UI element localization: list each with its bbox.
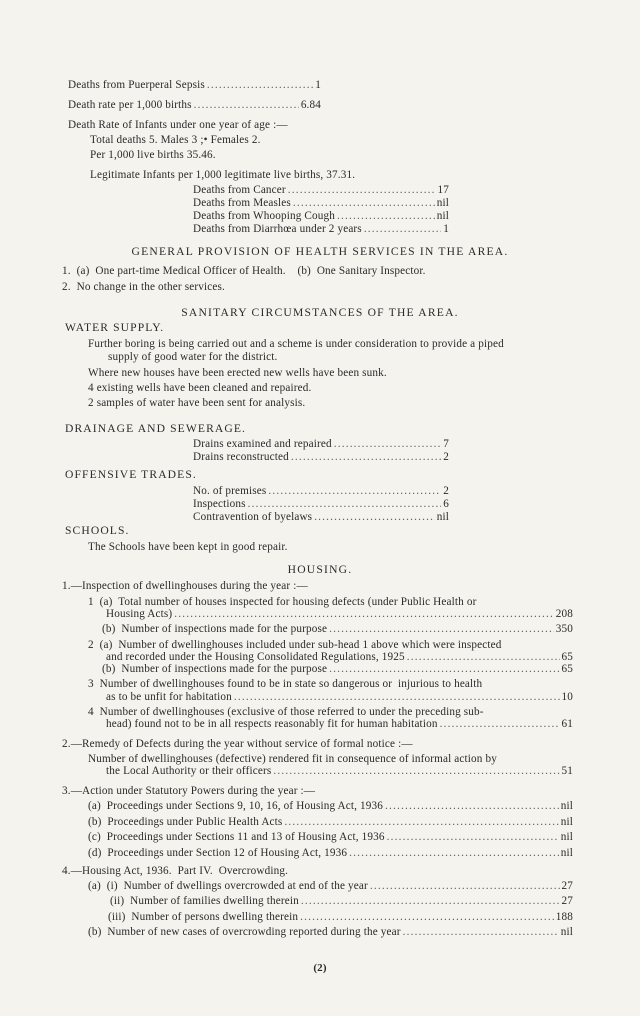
housing-s3-row bbox=[88, 830, 573, 844]
housing-2a-line: 2 (a) Number of dwellinghouses included under sub-head 1 above which were inspected bbox=[88, 639, 502, 651]
general-item-2: 2. No change in the other services. bbox=[62, 281, 225, 293]
row-label: head) found not to be in all respects reasonably fit for human habitation bbox=[106, 718, 438, 730]
row-value: nil bbox=[560, 800, 573, 812]
general-provision-heading: GENERAL PROVISION OF HEALTH SERVICES IN THE AREA. bbox=[131, 245, 509, 258]
legitimate-infants-text: Legitimate Infants per 1,000 legitimate live births, 37.31. bbox=[90, 169, 356, 181]
row-value: 65 bbox=[561, 651, 573, 663]
housing-1b-row bbox=[102, 622, 573, 636]
row-value: 65 bbox=[561, 663, 573, 675]
row-label: Deaths from Whooping Cough bbox=[193, 210, 335, 222]
row-value: 188 bbox=[555, 911, 573, 923]
row-label: Housing Acts) bbox=[106, 608, 173, 620]
row-label: the Local Authority or their officers bbox=[106, 765, 272, 777]
puerperal-sepsis-row bbox=[68, 78, 321, 92]
housing-s4-row bbox=[110, 894, 573, 908]
row-label: Contravention of byelaws bbox=[193, 511, 313, 523]
housing-s3-row bbox=[88, 799, 573, 813]
cause-row-diarrhoea bbox=[193, 222, 449, 236]
row-value: 350 bbox=[555, 623, 573, 635]
row-value: 7 bbox=[443, 438, 449, 450]
per-1000-text: Per 1,000 live births 35.46. bbox=[90, 149, 216, 161]
row-value: nil bbox=[436, 511, 449, 523]
housing-s3-heading: 3.—Action under Statutory Powers during the year :— bbox=[62, 785, 316, 797]
row-value: 10 bbox=[561, 691, 573, 703]
housing-s4-heading: 4.—Housing Act, 1936. Part IV. Overcrowding. bbox=[62, 865, 289, 877]
row-label: Deaths from Diarrhœa under 2 years bbox=[193, 223, 362, 235]
drainage-row bbox=[193, 437, 449, 451]
row-label: Deaths from Measles bbox=[193, 197, 291, 209]
row-label: (iii) Number of persons dwelling therein bbox=[108, 911, 299, 923]
row-label: (b) Number of inspections made for the purpose bbox=[102, 663, 328, 675]
row-value: 27 bbox=[561, 880, 573, 892]
row-label: (c) Proceedings under Sections 11 and 13 of Housing Act, 1936 bbox=[88, 831, 385, 843]
housing-3-row bbox=[106, 690, 573, 704]
row-label: (b) Number of inspections made for the purpose bbox=[102, 623, 328, 635]
housing-s2-heading: 2.—Remedy of Defects during the year without service of formal notice :— bbox=[62, 738, 413, 750]
housing-s4-row bbox=[88, 925, 573, 939]
row-value: 2 bbox=[443, 451, 449, 463]
trades-row bbox=[193, 497, 449, 511]
housing-s3-row bbox=[88, 815, 573, 829]
row-value: 6.84 bbox=[300, 99, 321, 111]
housing-4-row bbox=[106, 717, 573, 731]
row-value: nil bbox=[560, 847, 573, 859]
housing-s2-row bbox=[106, 764, 573, 778]
water-supply-heading: WATER SUPPLY. bbox=[65, 321, 165, 334]
row-label: Drains examined and repaired bbox=[193, 438, 332, 450]
row-label: (b) Proceedings under Public Health Acts bbox=[88, 816, 283, 828]
water-line: Where new houses have been erected new wells have been sunk. bbox=[88, 367, 387, 379]
row-value: nil bbox=[560, 816, 573, 828]
general-item-1: 1. (a) One part-time Medical Officer of Health. (b) One Sanitary Inspector. bbox=[62, 265, 426, 277]
row-label: (ii) Number of families dwelling therein bbox=[110, 895, 299, 907]
row-label: Inspections bbox=[193, 498, 246, 510]
housing-2b-row bbox=[102, 662, 573, 676]
housing-s1-heading: 1.—Inspection of dwellinghouses during the year :— bbox=[62, 580, 308, 592]
row-value: 27 bbox=[561, 895, 573, 907]
drainage-heading: DRAINAGE AND SEWERAGE. bbox=[65, 422, 247, 435]
trades-row bbox=[193, 510, 449, 524]
trades-row bbox=[193, 484, 449, 498]
row-value: 17 bbox=[437, 184, 449, 196]
row-label: and recorded under the Housing Consolidated Regulations, 1925 bbox=[106, 651, 405, 663]
row-label: Deaths from Puerperal Sepsis bbox=[68, 79, 205, 91]
row-value: 61 bbox=[561, 718, 573, 730]
row-value: nil bbox=[560, 831, 573, 843]
housing-s3-row bbox=[88, 846, 573, 860]
cause-row-measles bbox=[193, 196, 449, 210]
row-label: Drains reconstructed bbox=[193, 451, 289, 463]
sanitary-heading: SANITARY CIRCUMSTANCES OF THE AREA. bbox=[181, 306, 459, 319]
row-label: No. of premises bbox=[193, 485, 267, 497]
offensive-trades-heading: OFFENSIVE TRADES. bbox=[65, 468, 197, 481]
row-value: nil bbox=[436, 197, 449, 209]
water-line: Further boring is being carried out and a scheme is under consideration to provide a piped bbox=[88, 338, 504, 350]
water-line: 4 existing wells have been cleaned and repaired. bbox=[88, 382, 312, 394]
row-label: as to be unfit for habitation bbox=[106, 691, 232, 703]
row-label: (b) Number of new cases of overcrowding reported during the year bbox=[88, 926, 401, 938]
row-value: 1 bbox=[315, 79, 321, 91]
schools-heading: SCHOOLS. bbox=[65, 524, 130, 537]
housing-4-line: 4 Number of dwellinghouses (exclusive of those referred to under the preceding sub- bbox=[88, 706, 484, 718]
row-value: 208 bbox=[555, 608, 573, 620]
row-label: (a) Proceedings under Sections 9, 10, 16, of Housing Act, 1936 bbox=[88, 800, 383, 812]
page-number: (2) bbox=[313, 962, 327, 974]
row-value: 1 bbox=[443, 223, 449, 235]
schools-text: The Schools have been kept in good repair. bbox=[88, 541, 288, 553]
housing-s2-line: Number of dwellinghouses (defective) rendered fit in consequence of informal action by bbox=[88, 753, 497, 765]
row-value: nil bbox=[560, 926, 573, 938]
housing-1a-line: 1 (a) Total number of houses inspected for housing defects (under Public Health or bbox=[88, 596, 477, 608]
housing-s4-row bbox=[108, 910, 573, 924]
housing-s4-row bbox=[88, 879, 573, 893]
death-rate-row bbox=[68, 98, 321, 112]
row-label: (d) Proceedings under Section 12 of Housing Act, 1936 bbox=[88, 847, 348, 859]
housing-1a-row bbox=[106, 607, 573, 621]
row-value: 2 bbox=[443, 485, 449, 497]
cause-row-whooping-cough bbox=[193, 209, 449, 223]
row-label: Deaths from Cancer bbox=[193, 184, 286, 196]
row-label: Death rate per 1,000 births bbox=[68, 99, 192, 111]
total-deaths-text: Total deaths 5. Males 3 ;• Females 2. bbox=[90, 134, 261, 146]
row-value: 51 bbox=[561, 765, 573, 777]
row-value: nil bbox=[436, 210, 449, 222]
row-label: (a) (i) Number of dwellings overcrowded at end of the year bbox=[88, 880, 368, 892]
infant-death-heading: Death Rate of Infants under one year of age :— bbox=[68, 119, 288, 131]
housing-3-line: 3 Number of dwellinghouses found to be in state so dangerous or injurious to health bbox=[88, 678, 483, 690]
drainage-row bbox=[193, 450, 449, 464]
row-value: 6 bbox=[443, 498, 449, 510]
water-line: 2 samples of water have been sent for analysis. bbox=[88, 397, 306, 409]
water-line: supply of good water for the district. bbox=[108, 351, 278, 363]
housing-heading: HOUSING. bbox=[287, 563, 353, 576]
cause-row-cancer bbox=[193, 183, 449, 197]
